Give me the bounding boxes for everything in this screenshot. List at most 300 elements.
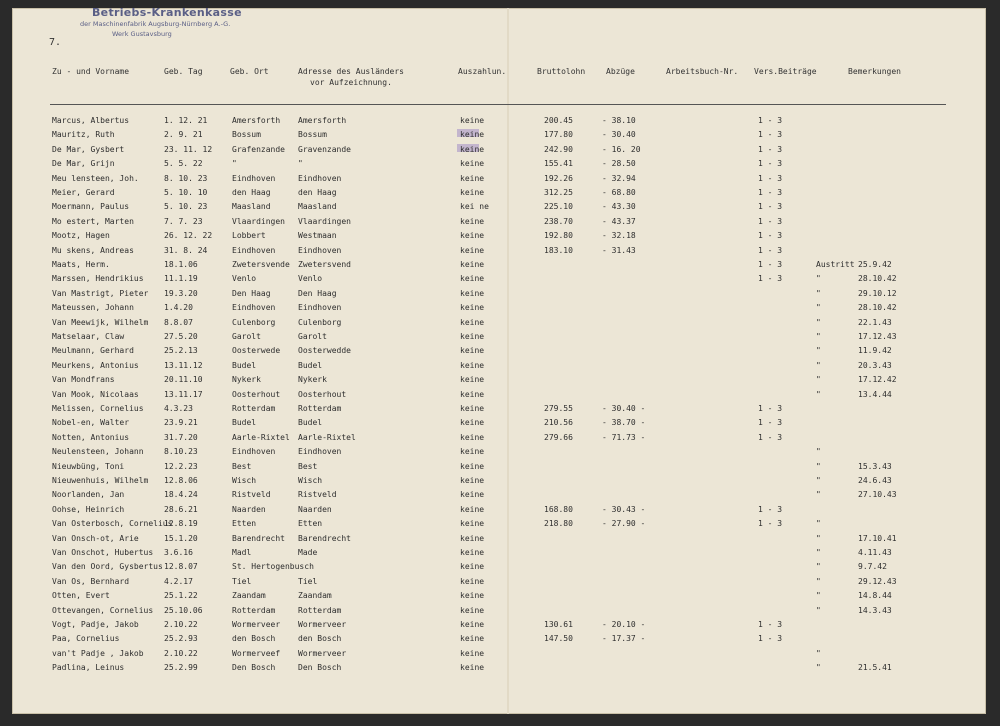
row-birth-place: Grafenzande <box>232 144 285 154</box>
row-address: Eindhoven <box>298 173 342 183</box>
row-birth-date: 20.11.10 <box>164 375 203 385</box>
row-birth-place: Den Haag <box>232 288 271 298</box>
row-address: Zwetersvend <box>298 260 351 269</box>
row-address: Wormerveer <box>298 648 347 658</box>
row-remark-b: 29.10.12 <box>858 288 897 298</box>
row-allowance: keine <box>460 533 485 543</box>
row-birth-place: Naarden <box>232 504 266 514</box>
row-address: Barendrecht <box>298 533 351 543</box>
row-remark-a: " <box>816 490 821 500</box>
row-remark-b: 24.6.43 <box>858 476 892 485</box>
row-deduction: - 38.70 - <box>602 418 646 428</box>
row-gross: 279.66 <box>544 432 573 442</box>
page-number: 7. <box>49 37 62 48</box>
row-address: Tiel <box>298 576 318 586</box>
row-birth-date: 1. 12. 21 <box>164 116 208 125</box>
row-allowance: keine <box>460 418 485 428</box>
row-name: De Mar, Grijn <box>52 159 115 169</box>
row-allowance: keine <box>460 620 485 629</box>
row-address: Eindhoven <box>298 303 342 313</box>
header-birth-date: Geb. Tag <box>164 67 203 76</box>
row-address: Den Haag <box>298 288 337 298</box>
row-birth-date: 12.8.07 <box>164 562 198 572</box>
row-birth-date: 5. 5. 22 <box>164 159 203 169</box>
row-allowance: keine <box>460 548 485 557</box>
row-birth-date: 12.8.06 <box>164 476 198 485</box>
row-deduction: - 32.18 <box>602 231 636 241</box>
row-birth-date: 31.7.20 <box>164 432 198 442</box>
row-birth-place: Zwetersvende <box>232 260 290 269</box>
row-birth-date: 12.8.19 <box>164 519 198 529</box>
row-deduction: - 43.30 <box>602 202 636 212</box>
row-remark-a: Austritt <box>816 260 855 269</box>
row-remark-a: " <box>816 533 821 543</box>
row-allowance: keine <box>460 490 485 500</box>
row-remark-a: " <box>816 576 821 586</box>
row-name: Mauritz, Ruth <box>52 130 115 140</box>
row-name: Van den Oord, Gysbertus <box>52 562 163 572</box>
header-remarks: Bemerkungen <box>848 67 901 76</box>
row-gross: 200.45 <box>544 116 573 125</box>
row-name: Mateussen, Johann <box>52 303 134 313</box>
row-name: Van Mastrigt, Pieter <box>52 288 149 298</box>
row-address: Den Bosch <box>298 663 342 673</box>
row-remark-b: 20.3.43 <box>858 360 892 370</box>
row-remark-b: 25.9.42 <box>858 260 892 269</box>
row-name: Paa, Cornelius <box>52 634 120 644</box>
row-birth-place: Nykerk <box>232 375 261 385</box>
row-birth-date: 26. 12. 22 <box>164 231 213 241</box>
row-birth-date: 13.11.12 <box>164 360 203 370</box>
row-birth-place: Bossum <box>232 130 261 140</box>
row-gross: 210.56 <box>544 418 573 428</box>
row-contributions: 1 - 3 <box>758 634 783 644</box>
row-address: Best <box>298 461 318 471</box>
row-address: Maasland <box>298 202 337 212</box>
row-deduction: - 32.94 <box>602 173 636 183</box>
row-birth-date: 3.6.16 <box>164 548 193 557</box>
row-remark-a: " <box>816 476 821 485</box>
row-allowance: keine <box>460 404 485 413</box>
row-name: Van Mook, Nicolaas <box>52 389 139 399</box>
row-remark-b: 21.5.41 <box>858 663 892 673</box>
row-birth-place: Budel <box>232 360 257 370</box>
row-remark-b: 17.12.42 <box>858 375 897 385</box>
row-name: Van Meewijk, Wilhelm <box>52 317 149 327</box>
row-birth-place: Wormerveer <box>232 620 281 629</box>
row-deduction: - 28.50 <box>602 159 636 169</box>
row-birth-date: 31. 8. 24 <box>164 245 208 255</box>
row-name: Melissen, Cornelius <box>52 404 144 413</box>
row-contributions: 1 - 3 <box>758 432 783 442</box>
row-remark-b: 14.3.43 <box>858 605 892 615</box>
row-address: Bossum <box>298 130 327 140</box>
row-gross: 183.10 <box>544 245 573 255</box>
row-name: Padlina, Leinus <box>52 663 125 673</box>
stamp-line-company: der Maschinenfabrik Augsburg-Nürnberg A.-G. <box>80 20 231 28</box>
row-allowance: keine <box>460 332 485 341</box>
row-birth-date: 19.3.20 <box>164 288 198 298</box>
row-remark-a: " <box>816 648 821 658</box>
row-gross: 225.10 <box>544 202 573 212</box>
row-name: Ottevangen, Cornelius <box>52 605 154 615</box>
row-remark-a: " <box>816 591 821 601</box>
row-birth-date: 25.2.99 <box>164 663 198 673</box>
row-contributions: 1 - 3 <box>758 245 783 255</box>
row-name: Van Mondfrans <box>52 375 115 385</box>
row-remark-a: " <box>816 447 821 457</box>
row-remark-a: " <box>816 303 821 313</box>
row-address: Aarle-Rixtel <box>298 432 356 442</box>
row-gross: 279.55 <box>544 404 573 413</box>
row-remark-a: " <box>816 288 821 298</box>
row-allowance: keine <box>460 317 485 327</box>
row-birth-place: Aarle-Rixtel <box>232 432 290 442</box>
row-address: Amersforth <box>298 116 347 125</box>
row-name: Vogt, Padje, Jakob <box>52 620 139 629</box>
row-birth-date: 12.2.23 <box>164 461 198 471</box>
stamp-title: Betriebs-Krankenkasse <box>92 6 242 19</box>
row-remark-b: 4.11.43 <box>858 548 892 557</box>
row-gross: 155.41 <box>544 159 573 169</box>
row-deduction: - 16. 20 <box>602 144 641 154</box>
row-name: Meier, Gerard <box>52 188 115 197</box>
row-birth-place: Etten <box>232 519 257 529</box>
row-address: Vlaardingen <box>298 216 351 226</box>
row-name: Nieuwbüng, Toni <box>52 461 125 471</box>
row-name: Mu skens, Andreas <box>52 245 134 255</box>
row-contributions: 1 - 3 <box>758 231 783 241</box>
header-allowance: Auszahlun. <box>458 67 507 76</box>
row-birth-place: Garolt <box>232 332 261 341</box>
row-address: Venlo <box>298 274 323 284</box>
row-gross: 177.80 <box>544 130 573 140</box>
row-birth-date: 28.6.21 <box>164 504 198 514</box>
row-birth-date: 5. 10. 23 <box>164 202 208 212</box>
row-name: Oohse, Heinrich <box>52 504 125 514</box>
row-remark-a: " <box>816 562 821 572</box>
row-remark-a: " <box>816 548 821 557</box>
row-allowance: keine <box>460 245 485 255</box>
row-birth-date: 25.10.06 <box>164 605 203 615</box>
row-allowance: keine <box>460 144 485 154</box>
header-address-line1: Adresse des Ausländers <box>298 67 404 76</box>
row-remark-b: 27.10.43 <box>858 490 897 500</box>
row-remark-b: 15.3.43 <box>858 461 892 471</box>
row-remark-a: " <box>816 375 821 385</box>
row-name: Mootz, Hagen <box>52 231 110 241</box>
row-allowance: keine <box>460 216 485 226</box>
row-name: Meu lensteen, Joh. <box>52 173 139 183</box>
row-birth-date: 15.1.20 <box>164 533 198 543</box>
row-birth-place: Best <box>232 461 252 471</box>
row-birth-date: 11.1.19 <box>164 274 198 284</box>
row-allowance: keine <box>460 303 485 313</box>
row-allowance: keine <box>460 260 485 269</box>
row-gross: 147.50 <box>544 634 573 644</box>
row-allowance: keine <box>460 173 485 183</box>
row-allowance: keine <box>460 274 485 284</box>
row-name: Nieuwenhuis, Wilhelm <box>52 476 149 485</box>
row-deduction: - 20.10 - <box>602 620 646 629</box>
row-deduction: - 71.73 - <box>602 432 646 442</box>
row-birth-date: 25.2.13 <box>164 346 198 356</box>
row-name: Nobel-en, Walter <box>52 418 130 428</box>
row-allowance: keine <box>460 447 485 457</box>
row-birth-date: 7. 7. 23 <box>164 216 203 226</box>
row-birth-place: Wisch <box>232 476 257 485</box>
row-name: Van Onschot, Hubertus <box>52 548 154 557</box>
row-birth-place: den Haag <box>232 188 271 197</box>
row-name: Meurkens, Antonius <box>52 360 139 370</box>
row-gross: 192.80 <box>544 231 573 241</box>
row-birth-place: Lobbert <box>232 231 266 241</box>
row-address: Nykerk <box>298 375 327 385</box>
row-gross: 312.25 <box>544 188 573 197</box>
row-contributions: 1 - 3 <box>758 418 783 428</box>
row-address: Budel <box>298 360 323 370</box>
row-birth-place: Rotterdam <box>232 605 276 615</box>
row-name: Van Os, Bernhard <box>52 576 130 586</box>
row-name: Matselaar, Claw <box>52 332 125 341</box>
row-birth-date: 2.10.22 <box>164 620 198 629</box>
row-birth-place: Oosterwede <box>232 346 281 356</box>
row-address: den Bosch <box>298 634 342 644</box>
row-address: Garolt <box>298 332 327 341</box>
row-address: Made <box>298 548 318 557</box>
row-allowance: keine <box>460 476 485 485</box>
row-birth-place: St. Hertogenbusch <box>232 562 314 572</box>
row-allowance: keine <box>460 576 485 586</box>
row-birth-place: Budel <box>232 418 257 428</box>
row-contributions: 1 - 3 <box>758 116 783 125</box>
row-allowance: keine <box>460 432 485 442</box>
row-birth-place: Amersforth <box>232 116 281 125</box>
row-gross: 192.26 <box>544 173 573 183</box>
row-remark-a: " <box>816 461 821 471</box>
row-birth-place: Oosterhout <box>232 389 281 399</box>
row-allowance: keine <box>460 519 485 529</box>
row-deduction: - 30.40 - <box>602 404 646 413</box>
row-remark-b: 11.9.42 <box>858 346 892 356</box>
row-birth-place: Madl <box>232 548 252 557</box>
row-birth-date: 1.4.20 <box>164 303 193 313</box>
row-birth-date: 8.10.23 <box>164 447 198 457</box>
row-remark-b: 13.4.44 <box>858 389 892 399</box>
row-birth-date: 5. 10. 10 <box>164 188 208 197</box>
row-name: Mo estert, Marten <box>52 216 134 226</box>
row-allowance: keine <box>460 389 485 399</box>
row-remark-b: 17.12.43 <box>858 332 897 341</box>
row-birth-place: Barendrecht <box>232 533 285 543</box>
row-gross: 218.80 <box>544 519 573 529</box>
row-contributions: 1 - 3 <box>758 620 783 629</box>
row-birth-date: 8.8.07 <box>164 317 193 327</box>
row-remark-a: " <box>816 519 821 529</box>
row-gross: 130.61 <box>544 620 573 629</box>
row-allowance: keine <box>460 504 485 514</box>
row-birth-date: 23.9.21 <box>164 418 198 428</box>
row-gross: 242.90 <box>544 144 573 154</box>
row-address: Budel <box>298 418 323 428</box>
row-name: Notten, Antonius <box>52 432 130 442</box>
header-rule <box>50 104 946 105</box>
row-address: Oosterwedde <box>298 346 351 356</box>
row-contributions: 1 - 3 <box>758 144 783 154</box>
row-deduction: - 17.37 - <box>602 634 646 644</box>
row-remark-a: " <box>816 605 821 615</box>
row-remark-a: " <box>816 360 821 370</box>
row-contributions: 1 - 3 <box>758 260 783 269</box>
row-address: Zaandam <box>298 591 332 601</box>
row-allowance: keine <box>460 130 485 140</box>
row-address: Oosterhout <box>298 389 347 399</box>
row-deduction: - 43.37 <box>602 216 636 226</box>
row-birth-date: 25.2.93 <box>164 634 198 644</box>
row-birth-date: 13.11.17 <box>164 389 203 399</box>
row-contributions: 1 - 3 <box>758 173 783 183</box>
row-address: Rotterdam <box>298 605 342 615</box>
row-name: Maats, Herm. <box>52 260 110 269</box>
row-deduction: - 31.43 <box>602 245 636 255</box>
row-allowance: keine <box>460 231 485 241</box>
row-contributions: 1 - 3 <box>758 159 783 169</box>
row-address: Ristveld <box>298 490 337 500</box>
row-remark-b: 28.10.42 <box>858 274 897 284</box>
row-contributions: 1 - 3 <box>758 216 783 226</box>
row-deduction: - 30.40 <box>602 130 636 140</box>
row-name: Marssen, Hendrikius <box>52 274 144 284</box>
row-birth-place: Zaandam <box>232 591 266 601</box>
row-deduction: - 30.43 - <box>602 504 646 514</box>
row-allowance: keine <box>460 346 485 356</box>
row-allowance: keine <box>460 116 485 125</box>
row-allowance: keine <box>460 634 485 644</box>
row-name: Van Onsch-ot, Arie <box>52 533 139 543</box>
row-birth-date: 8. 10. 23 <box>164 173 208 183</box>
row-address: Wisch <box>298 476 323 485</box>
row-allowance: keine <box>460 375 485 385</box>
row-birth-place: Eindhoven <box>232 173 276 183</box>
row-birth-place: Venlo <box>232 274 257 284</box>
row-name: Otten, Evert <box>52 591 110 601</box>
row-birth-place: Eindhoven <box>232 303 276 313</box>
row-remark-a: " <box>816 389 821 399</box>
row-address: Rotterdam <box>298 404 342 413</box>
row-address: Culenborg <box>298 317 342 327</box>
row-allowance: keine <box>460 663 485 673</box>
row-birth-date: 23. 11. 12 <box>164 144 213 154</box>
row-address: Wormerveer <box>298 620 347 629</box>
row-gross: 168.80 <box>544 504 573 514</box>
row-remark-a: " <box>816 346 821 356</box>
header-address-line2: vor Aufzeichnung. <box>310 78 392 87</box>
row-birth-date: 18.4.24 <box>164 490 198 500</box>
row-birth-place: " <box>232 159 237 169</box>
row-birth-place: Den Bosch <box>232 663 276 673</box>
row-birth-date: 4.2.17 <box>164 576 193 586</box>
row-contributions: 1 - 3 <box>758 188 783 197</box>
row-address: Gravenzande <box>298 144 351 154</box>
row-remark-a: " <box>816 663 821 673</box>
row-birth-date: 2.10.22 <box>164 648 198 658</box>
row-contributions: 1 - 3 <box>758 202 783 212</box>
stamp-line-works: Werk Gustavsburg <box>112 30 172 38</box>
header-deductions: Abzüge <box>606 67 635 76</box>
row-birth-place: Maasland <box>232 202 271 212</box>
row-birth-date: 25.1.22 <box>164 591 198 601</box>
row-allowance: keine <box>460 159 485 169</box>
row-contributions: 1 - 3 <box>758 519 783 529</box>
row-name: Meulmann, Gerhard <box>52 346 134 356</box>
row-birth-date: 4.3.23 <box>164 404 193 413</box>
header-contributions: Vers.Beiträge <box>754 67 817 76</box>
row-allowance: keine <box>460 288 485 298</box>
ledger-page <box>12 8 986 714</box>
row-deduction: - 68.80 <box>602 188 636 197</box>
row-address: Eindhoven <box>298 245 342 255</box>
row-name: Marcus, Albertus <box>52 116 130 125</box>
row-birth-place: Vlaardingen <box>232 216 285 226</box>
header-birth-place: Geb. Ort <box>230 67 269 76</box>
row-address: Etten <box>298 519 323 529</box>
row-remark-a: " <box>816 317 821 327</box>
row-allowance: kei ne <box>460 202 489 212</box>
row-allowance: keine <box>460 591 485 601</box>
row-allowance: keine <box>460 562 485 572</box>
row-allowance: keine <box>460 188 485 197</box>
row-allowance: keine <box>460 360 485 370</box>
row-remark-b: 29.12.43 <box>858 576 897 586</box>
row-gross: 238.70 <box>544 216 573 226</box>
row-remark-b: 22.1.43 <box>858 317 892 327</box>
row-allowance: keine <box>460 461 485 471</box>
row-contributions: 1 - 3 <box>758 504 783 514</box>
row-birth-place: Culenborg <box>232 317 276 327</box>
row-address: Naarden <box>298 504 332 514</box>
row-birth-date: 2. 9. 21 <box>164 130 203 140</box>
header-name: Zu - und Vorname <box>52 67 130 76</box>
row-birth-place: Rotterdam <box>232 404 276 413</box>
row-contributions: 1 - 3 <box>758 404 783 413</box>
row-contributions: 1 - 3 <box>758 274 783 284</box>
header-workbook: Arbeitsbuch-Nr. <box>666 67 739 76</box>
row-name: Noorlanden, Jan <box>52 490 125 500</box>
row-birth-date: 27.5.20 <box>164 332 198 341</box>
page-fold <box>507 8 509 714</box>
row-name: Moermann, Paulus <box>52 202 130 212</box>
row-address: " <box>298 159 303 169</box>
row-remark-b: 17.10.41 <box>858 533 897 543</box>
row-name: van't Padje , Jakob <box>52 648 144 658</box>
row-deduction: - 38.10 <box>602 116 636 125</box>
header-gross: Bruttolohn <box>537 67 586 76</box>
row-address: Eindhoven <box>298 447 342 457</box>
row-birth-place: Eindhoven <box>232 245 276 255</box>
row-contributions: 1 - 3 <box>758 130 783 140</box>
row-allowance: keine <box>460 648 485 658</box>
row-remark-b: 28.10.42 <box>858 303 897 313</box>
row-name: Van Osterbosch, Cornelius <box>52 519 173 529</box>
row-remark-a: " <box>816 274 821 284</box>
row-address: den Haag <box>298 188 337 197</box>
row-birth-place: Tiel <box>232 576 252 586</box>
row-birth-place: den Bosch <box>232 634 276 644</box>
row-allowance: keine <box>460 605 485 615</box>
row-birth-place: Eindhoven <box>232 447 276 457</box>
row-remark-b: 14.8.44 <box>858 591 892 601</box>
row-name: Neulensteen, Johann <box>52 447 144 457</box>
